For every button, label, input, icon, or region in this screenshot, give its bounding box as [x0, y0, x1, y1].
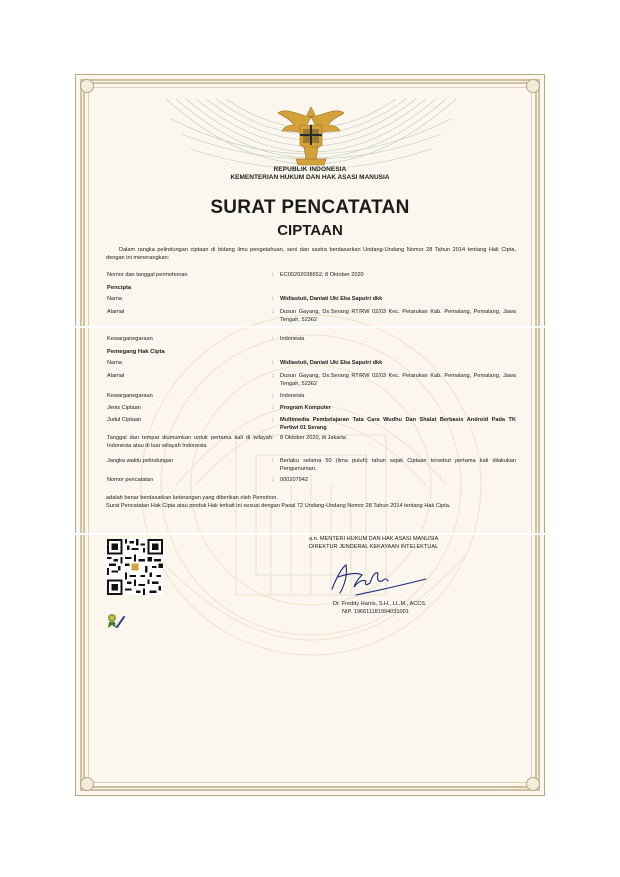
signature-icon [326, 559, 436, 599]
record-number: 000207942 [280, 477, 308, 483]
corner-ornament-icon [80, 79, 94, 93]
colon: : [272, 336, 274, 342]
holder-nationality: Indonesia [280, 393, 305, 399]
creator-name-label: Nama [107, 296, 122, 302]
work-published-label: Tanggal dan tempat diumumkan untuk pertama kali di wilayah Indonesia atau di luar wilayah Indonesia [107, 435, 272, 449]
scan-line [0, 326, 620, 328]
colon: : [272, 272, 274, 278]
header-country: REPUBLIK INDONESIA [273, 166, 347, 173]
holder-heading: Pemegang Hak Cipta [107, 349, 165, 355]
intro-paragraph: Dalam rangka pelindungan ciptaan di bidang ilmu pengetahuan, seni dan sastra berdasarkan Undang-Undang Nomor 28 Tahun 2014 tentang Hak Cipta, dengan ini menerangkan: [106, 247, 516, 261]
qr-code-icon [107, 539, 163, 595]
work-type-label: Jenis Ciptaan [107, 405, 141, 411]
scan-line [0, 533, 620, 535]
creator-heading: Pencipta [107, 285, 132, 291]
footer-line-2: Surat Pencatatan Hak Cipta atau produk Hak terkait ini sesuai dengan Pasal 72 Undang-Undang Nomor 28 Tahun 2014 tentang Hak Cipta. [106, 503, 451, 509]
record-number-label: Nomor pencatatan [107, 477, 154, 483]
signatory-name: Dr. Freddy Harris, S.H., LL.M., ACCS. [333, 601, 427, 607]
colon: : [272, 477, 274, 483]
certificate [75, 74, 545, 796]
creator-nationality: Indonesia [280, 336, 305, 342]
holder-nationality-label: Kewarganegaraan [107, 393, 153, 399]
signatory-title-2: DIREKTUR JENDERAL KEKAYAAN INTELEKTUAL [309, 544, 439, 550]
colon: : [272, 458, 274, 464]
holder-address-label: Alamat [107, 373, 125, 379]
verification-badge-icon [106, 613, 126, 629]
garuda-emblem-icon [276, 103, 346, 167]
creator-address-label: Alamat [107, 309, 125, 315]
colon: : [272, 296, 274, 302]
watermark-emblem-icon [116, 305, 506, 735]
application-value: EC00202038652, 8 Oktober 2020 [280, 272, 364, 278]
work-title-label: Judul Ciptaan [107, 417, 142, 423]
document-title: SURAT PENCATATAN [210, 197, 410, 218]
creator-name: Widiastuti, Daniati Uki Eka Saputri dkk [280, 296, 383, 302]
colon: : [272, 360, 274, 366]
creator-nationality-label: Kewarganegaraan [107, 336, 153, 342]
work-term-label: Jangka waktu pelindungan [107, 458, 174, 464]
colon: : [272, 435, 274, 441]
holder-name: Widiastuti, Daniati Uki Eka Saputri dkk [280, 360, 383, 366]
document-subtitle: CIPTAAN [277, 222, 343, 239]
colon: : [272, 393, 274, 399]
signatory-title-1: a.n. MENTERI HUKUM DAN HAK ASASI MANUSIA [309, 536, 439, 542]
holder-name-label: Nama [107, 360, 122, 366]
colon: : [272, 417, 274, 423]
corner-ornament-icon [80, 777, 94, 791]
signatory-nip: NIP. 196611181994031001 [342, 609, 409, 615]
colon: : [272, 405, 274, 411]
header-ministry: KEMENTERIAN HUKUM DAN HAK ASASI MANUSIA [230, 174, 390, 181]
holder-address: Dusun Gayang, Ds.Serang RT/RW 02/03 Kec. Petarukan Kab. Pemalang, Pemalang, Jawa Tengah, 52362 [280, 373, 516, 387]
work-term: Berlaku selama 50 (lima puluh) tahun sejak Ciptaan tersebut pertama kali dilakukan Pengumuman. [280, 458, 516, 472]
work-type: Program Komputer [280, 405, 331, 411]
footer-line-1: adalah benar berdasarkan keterangan yang diberikan oleh Pemohon. [106, 495, 278, 501]
application-label: Nomor dan tanggal permohonan [107, 272, 188, 278]
corner-ornament-icon [526, 777, 540, 791]
creator-address: Dusun Gayang, Ds.Serang RT/RW 02/03 Kec. Petarukan Kab. Pemalang, Pemalang, Jawa Tengah, 52362 [280, 309, 516, 323]
colon: : [272, 309, 274, 315]
work-published: 8 Oktober 2020, di Jakarta [280, 435, 346, 441]
colon: : [272, 373, 274, 379]
corner-ornament-icon [526, 79, 540, 93]
work-title: Multimedia Pembelajaran Tata Cara Wudhu Dan Shalat Berbasis Android Pada TK Pertiwi 01 Serang [280, 417, 516, 431]
